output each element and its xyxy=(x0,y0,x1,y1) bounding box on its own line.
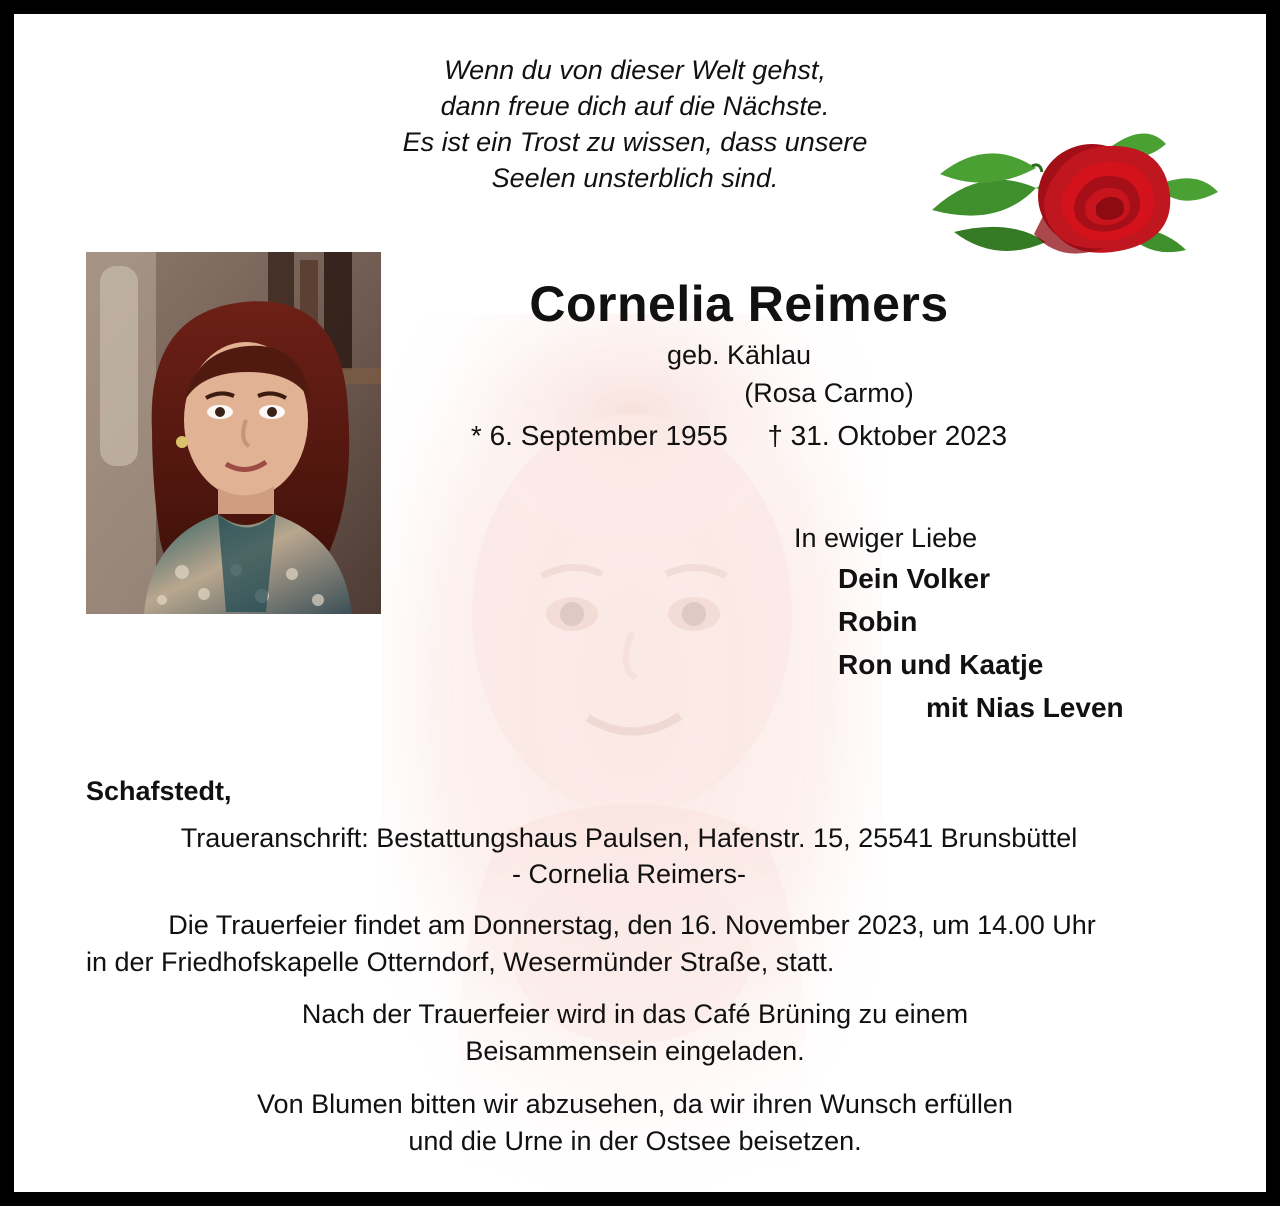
address-line-2: - Cornelia Reimers- xyxy=(511,859,747,889)
family-member-1: Dein Volker xyxy=(838,563,990,594)
red-rose-decoration xyxy=(924,114,1224,274)
poem-line-3: Es ist ein Trost zu wissen, dass unsere xyxy=(402,127,868,157)
poem-line-2: dann freue dich auf die Nächste. xyxy=(440,91,830,121)
poem-line-1: Wenn du von dieser Welt gehst, xyxy=(444,55,826,85)
flowers-note xyxy=(14,1086,1266,1160)
address-line-1: Traueranschrift: Bestattungshaus Paulsen, Hafenstr. 15, 25541 Brunsbüttel xyxy=(180,823,1078,853)
family-member-2: Robin xyxy=(838,606,918,637)
family-member-4: mit Nias Leven xyxy=(926,692,1124,723)
ceremony-info xyxy=(14,907,1266,981)
invitation-line-2: Beisammensein eingeladen. xyxy=(465,1036,805,1066)
poem-line-4: Seelen unsterblich sind. xyxy=(491,163,779,193)
family-member-3: Ron und Kaatje xyxy=(838,649,1044,680)
invitation-line-1: Nach der Trauerfeier wird in das Café Brüning zu einem xyxy=(301,999,969,1029)
invitation-info xyxy=(14,996,1266,1070)
maiden-name: geb. Kählau xyxy=(666,340,812,370)
ceremony-line-2: in der Friedhofskapelle Otterndorf, Wesermünder Straße, statt. xyxy=(86,947,835,977)
flowers-line-1: Von Blumen bitten wir abzusehen, da wir ihren Wunsch erfüllen xyxy=(257,1089,1013,1119)
flowers-line-2: und die Urne in der Ostsee beisetzen. xyxy=(408,1126,862,1156)
life-dates xyxy=(394,418,1084,454)
portrait-photo xyxy=(86,252,381,614)
nickname: (Rosa Carmo) xyxy=(744,378,914,408)
family-block xyxy=(714,519,1214,729)
place-name: Schafstedt, xyxy=(86,776,232,806)
ceremony-line-1: Die Trauerfeier findet am Donnerstag, den 16. November 2023, um 14.00 Uhr xyxy=(168,910,1096,940)
name-block xyxy=(394,276,1084,454)
family-intro: In ewiger Liebe xyxy=(794,523,978,553)
birth-date: * 6. September 1955 xyxy=(470,420,728,451)
death-date: † 31. Oktober 2023 xyxy=(767,420,1008,451)
mourning-address xyxy=(14,820,1266,892)
deceased-name: Cornelia Reimers xyxy=(529,276,949,332)
